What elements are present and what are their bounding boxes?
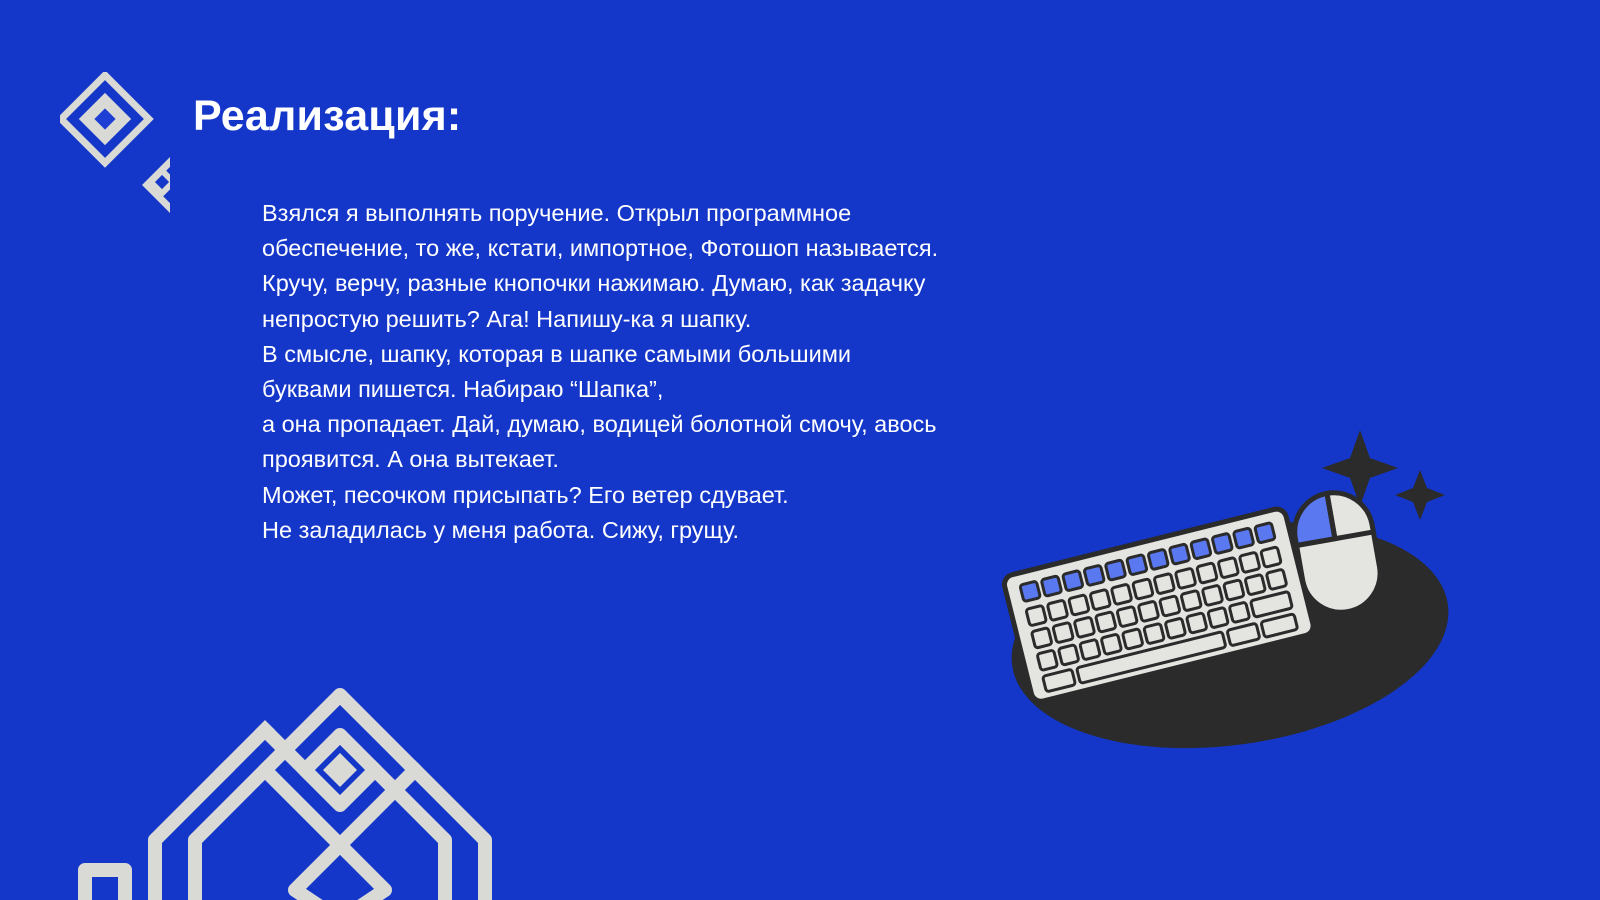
body-line: проявится. А она вытекает.	[262, 446, 559, 473]
body-line: Может, песочком присыпать? Его ветер сдувает.	[262, 481, 789, 508]
body-line: а она пропадает. Дай, думаю, водицей болотной смочу, авось	[262, 411, 937, 438]
body-line: Кручу, верчу, разные кнопочки нажимаю. Думаю, как задачку	[262, 270, 926, 297]
keyboard-and-mouse-illustration	[980, 420, 1480, 800]
body-line: Взялся я выполнять поручение. Открыл программное	[262, 200, 852, 226]
maze-ornament-icon	[65, 620, 545, 900]
body-line: Не заладилась у меня работа. Сижу, грущу.	[262, 516, 740, 543]
body-line: буквами пишется. Набираю “Шапка”,	[262, 376, 664, 403]
page-title: Реализация:	[193, 92, 462, 140]
body-line: обеспечение, то же, кстати, импортное, Фотошоп называется.	[262, 235, 939, 262]
diamond-ornament-icon	[60, 72, 170, 222]
body-line: В смысле, шапку, которая в шапке самыми большими	[262, 340, 852, 367]
body-line: непростую решить? Ага! Напишу-ка я шапку.	[262, 305, 752, 332]
